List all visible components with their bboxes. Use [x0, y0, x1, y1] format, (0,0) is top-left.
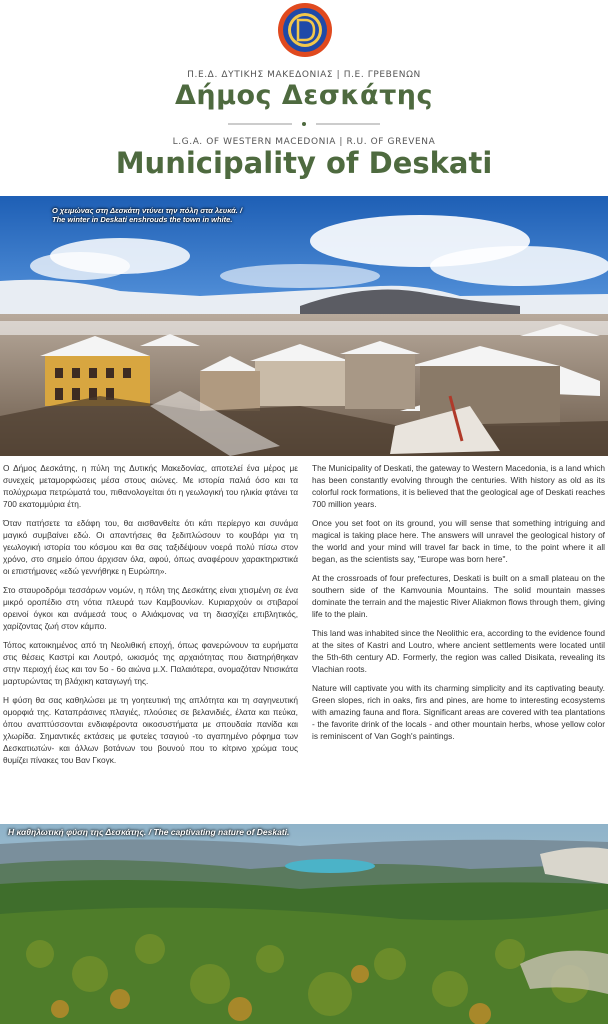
- photo-caption-winter: [52, 206, 242, 224]
- greek-paragraph-5: Η φύση θα σας καθηλώσει με τη γοητευτική της απλότητα και τη σαγηνευτική ομορφιά της. Καταπράσινες πλαγιές, πλούσιες σε βελανιδιές, έλατα και πεύκα, όπου αναπτύσσονται ενδιαφέροντα οικοσυστήματα με σπουδαία πανίδα και χλωρίδα. Σημαντικές εκτάσεις με φυτείες τσαγιού -το αγαπημένο ρόφημα των Δεσκατιωτών- και άλλων βοτάνων του βουνού που το κίτρινο χρώμα τους θυμίζει πίνακες του Βαν Γκογκ.: [3, 695, 298, 765]
- municipality-emblem-logo: [277, 2, 333, 58]
- caption-english: The winter in Deskati enshrouds the town in white.: [52, 215, 233, 224]
- english-paragraph-1: The Municipality of Deskati, the gateway to Western Macedonia, is a land which has been constantly evolving through the centuries. With history as old as its colorful rock formations, it is believed that the geological age of Deskati reaches 700 million years.: [312, 463, 605, 509]
- decorative-divider: [228, 121, 380, 127]
- english-paragraph-4: This land was inhabited since the Neolithic era, according to the evidence found at the sites of Kastri and Loutro, where ancient settlements were located until the 5th-6th century AD. Formerly, the region was called Disikata, revealing its Vlachian roots.: [312, 628, 605, 674]
- nature-landscape-photo: [0, 824, 608, 1024]
- greek-paragraph-2: Όταν πατήσετε τα εδάφη του, θα αισθανθείτε ότι κάτι περίεργο και συνάμα μαγικό συμβαίνει εδώ. Οι απαντήσεις θα ξεδιπλώσουν το κουβάρι για τη γεωλογική ιστορία του κόσμου και θα σας ταξιδέψουν νοερά πολύ πίσω στον χρόνο, στο σημείο όπου άρχισαν όλα, αφού, όπως αναφέρουν χαρακτηριστικά οι επιστήμονες «εδώ γεννήθηκε η Ευρώπη».: [3, 518, 298, 576]
- greek-text-column: [3, 462, 298, 773]
- greek-paragraph-3: Στο σταυροδρόμι τεσσάρων νομών, η πόλη της Δεσκάτης είναι χτισμένη σε ένα μικρό οροπέδιο στη νότια πλευρά των Καμβουνίων. Κυριαρχούν οι στιβαροί ορεινοί όγκοι και ανάμεσά τους ο Αλιάκμονας να τη διασχίζει επιβλητικός, χαρίζοντας ζωή στον κάμπο.: [3, 585, 298, 631]
- winter-town-photo: [0, 196, 608, 456]
- greek-paragraph-1: Ο Δήμος Δεσκάτης, η πύλη της Δυτικής Μακεδονίας, αποτελεί ένα μέρος με συνεχείς μεταμορφώσεις μέσα στους αιώνες. Με ιστορία παλιά όσο και τα πολύχρωμα πετρώματά του, πιθανολογείται ότι η γεωλογική του ηλικία φτάνει τα 700 εκατομμύρια έτη.: [3, 463, 298, 509]
- english-text-column: [312, 462, 605, 749]
- page-title-english: Municipality of Deskati: [115, 146, 493, 180]
- english-paragraph-3: At the crossroads of four prefectures, Deskati is built on a small plateau on the southern side of the Kamvounia Mountains. The solid mountain masses dominate the terrain and the majestic River Aliakmon flows through them, giving life to the plain.: [312, 573, 605, 619]
- subtitle-greek: Π.Ε.Δ. ΔΥΤΙΚΗΣ ΜΑΚΕΔΟΝΙΑΣ | Π.Ε. ΓΡΕΒΕΝΩΝ: [187, 70, 421, 80]
- photo-caption-nature: Η καθηλωτική φύση της Δεσκάτης. / The captivating nature of Deskati.: [8, 827, 290, 837]
- subtitle-english: L.G.A. OF WESTERN MACEDONIA | R.U. OF GREVENA: [172, 137, 436, 147]
- page-title-greek: Δήμος Δεσκάτης: [174, 80, 434, 111]
- greek-paragraph-4: Τόπος κατοικημένος από τη Νεολιθική εποχή, όπως φανερώνουν τα ευρήματα στις θέσεις Καστρί και Λουτρό, ωκισμός της αρχαιότητας που διατηρήθηκαν στην περιοχή έως και τον 5ο - 6ο αιώνα μ.Χ. Παλαιότερα, ονομαζόταν Ντισικάτα μαρτυρώντας τη βλάχικη καταγωγή της.: [3, 640, 298, 686]
- english-paragraph-5: Nature will captivate you with its charming simplicity and its captivating beauty. Green slopes, rich in oaks, firs and pines, are home to interesting ecosystems with amazing fauna and flora. Significant areas are covered with tea plantations - the favorite drink of the locals - and other mountain herbs, whose yellow color is reminiscent of Van Gogh's paintings.: [312, 683, 605, 741]
- english-paragraph-2: Once you set foot on its ground, you will sense that something intriguing and magical is taking place here. The answers will unravel the geological history of the world and your mind will travel far back in time, to the point where it all began, as the scientists say, "Europe was born here".: [312, 518, 605, 564]
- caption-greek: Ο χειμώνας στη Δεσκάτη ντύνει την πόλη στα λευκά. /: [52, 206, 243, 215]
